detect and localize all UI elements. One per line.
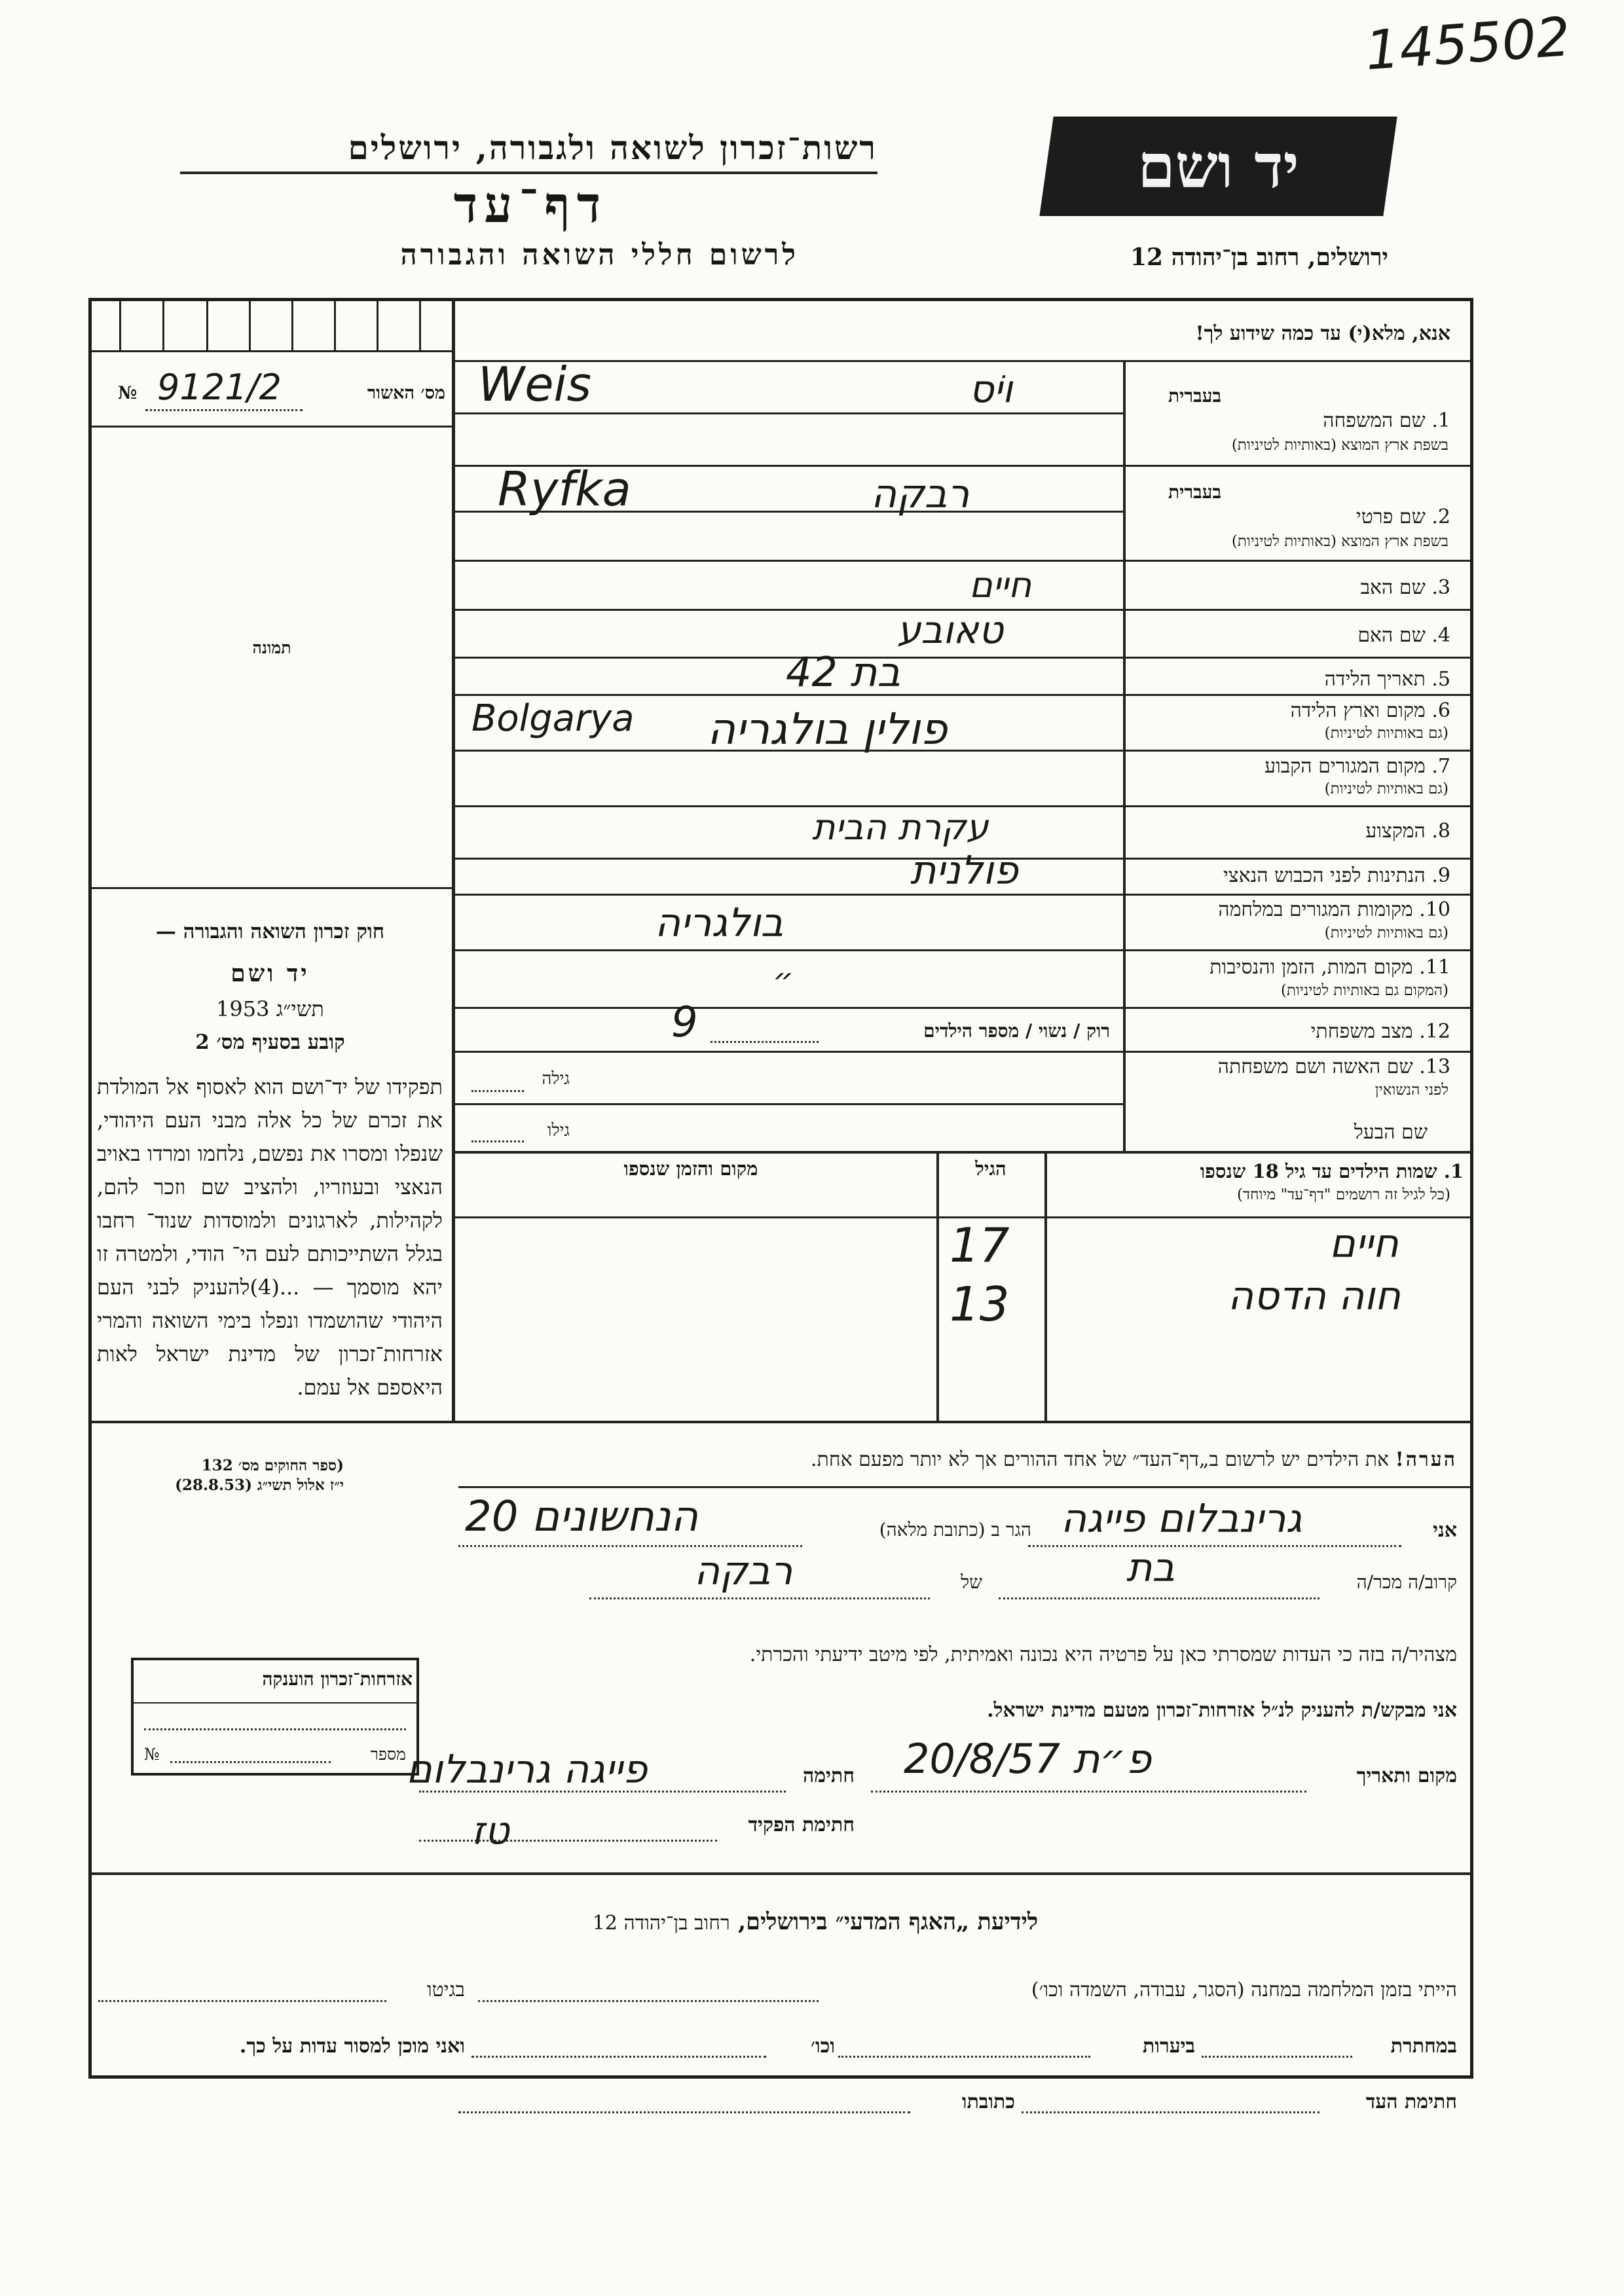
declarant-relation[interactable]: בת	[1126, 1545, 1175, 1591]
field-6-num: 6.	[1431, 699, 1450, 722]
photo-label: תמונה	[252, 638, 291, 657]
field-2-value-he[interactable]: רבקה	[871, 471, 970, 517]
field-2-sub: בשפת ארץ המוצא (באותיות לטיניות)	[1231, 533, 1449, 550]
field-2-label	[1130, 505, 1450, 528]
field-10-name: מקומות המגורים במלחמה	[1218, 898, 1413, 921]
field-6-value[interactable]: פולין בולגריה	[707, 704, 948, 754]
field-12-name: מצב משפחתי	[1310, 1020, 1413, 1043]
field-8-label	[1130, 820, 1450, 843]
declarant-signature[interactable]: פייגה גרינבלום	[406, 1747, 648, 1793]
field-3-num: 3.	[1431, 576, 1450, 599]
footer-line1-b: בגיטו	[426, 1978, 465, 2001]
clerk-signature-label: חתימת הפקיד	[748, 1813, 855, 1836]
declarant-name[interactable]: גרינבלום פייגה	[1061, 1496, 1302, 1542]
declarant-address[interactable]: הנחשונים 20	[465, 1493, 699, 1541]
form-subtitle: לרשום חללי השואה והגבורה	[400, 238, 799, 272]
field-3-name: שם האב	[1360, 576, 1426, 599]
stamp-box-number-no: №	[144, 1745, 160, 1764]
field-8-num: 8.	[1431, 820, 1450, 843]
footer-heading-text: לידיעת „האגף המדעי״ בירושלים,	[737, 1908, 1039, 1935]
place-date-value[interactable]: פ״ת 20/8/57	[904, 1735, 1152, 1783]
field-5-value[interactable]: בת 42	[786, 648, 901, 696]
law-text: תפקידו של יד־ושם הוא לאסוף אל המולדת את זכרם של כל אלה מבני העם היהודי, שנפלו ומסרו את נפשם, נלחמו ומרדו באויב הנאצי ובעוזריו, ולהציב שם וזכר להם, לקהילות, לארגונים ולמוסדות שנוד־ רחבו בגלל השתייכותם לעם הי־ הודי, ולמטרה זו יהא מוסמך — ...(4)להעניק לבני העם היהודי שהושמדו ונפלו בימי השואה והמרי אזרחות־זכרון של מדינת ישראל לאות היאספם אל עמם.	[97, 1074, 443, 1400]
field-5-label	[1130, 668, 1450, 691]
field-6-value-latin[interactable]: Bolgarya	[471, 697, 635, 740]
footer-heading-address: רחוב בן־יהודה 12	[592, 1912, 730, 1935]
children-subtitle: (כל לגיל זה רושמים "דף־עד" מיוחד)	[1236, 1186, 1450, 1203]
child-1-age[interactable]: 17	[950, 1218, 1010, 1273]
note-label: הערה!	[1395, 1448, 1457, 1471]
field-1-num: 1.	[1431, 409, 1450, 432]
note-text	[458, 1448, 1457, 1471]
field-9-label	[1130, 864, 1450, 887]
field-3-value[interactable]: חיים	[969, 564, 1032, 606]
field-2-value-latin[interactable]: Ryfka	[498, 462, 631, 517]
note-body: את הילדים יש לרשום ב„דף־העד״ של אחד ההורים אך לא יותר מפעם אחת.	[811, 1448, 1390, 1471]
field-1-value-he[interactable]: וֹיס	[969, 367, 1013, 411]
field-4-num: 4.	[1431, 624, 1450, 647]
label-divider	[1123, 362, 1126, 1151]
field-11-label	[1130, 956, 1450, 979]
request-text: אני מבקש/ת להעניק לנ״ל אזרחות־זכרון מטעם מדינת ישראל.	[987, 1699, 1457, 1722]
field-3-label	[1130, 576, 1450, 599]
declaration-text: מצהיר/ה בזה כי העדות שמסרתי כאן על פרטיה היא נכונה ואמיתית, לפי מיטב ידיעתי והכרתי.	[749, 1643, 1457, 1666]
field-6-label	[1130, 699, 1450, 722]
field-13-sub: לפני הנשואין	[1375, 1082, 1449, 1099]
field-7-num: 7.	[1431, 755, 1450, 778]
field-4-label	[1130, 624, 1450, 647]
field-2-name: שם פרטי	[1356, 505, 1426, 528]
stamp-box-title: אזרחות־זכרון הוענקה	[262, 1668, 413, 1690]
declarant-of-label: של	[961, 1571, 982, 1593]
field-10-value[interactable]: בולגריה	[655, 900, 784, 946]
archive-number: 145502	[1363, 6, 1572, 82]
law-ref-1: (ספר החוקים מס׳ 132	[201, 1457, 344, 1474]
declarant-of-value[interactable]: רבקה	[694, 1548, 793, 1594]
field-13-label	[1130, 1055, 1450, 1078]
field-1-hebrew-label: בעברית	[1168, 385, 1221, 407]
law-clause: קובע בסעיף מס׳ 2	[195, 1030, 345, 1054]
header-address: ירושלים, רחוב בן־יהודה 12	[1130, 244, 1388, 271]
field-12-label	[1130, 1020, 1450, 1043]
field-9-name: הנתינות לפני הכבוש הנאצי	[1223, 864, 1426, 887]
child-2-age[interactable]: 13	[950, 1277, 1010, 1332]
child-2-name[interactable]: חוה הדסה	[1228, 1273, 1401, 1319]
field-1-value-latin[interactable]: Weis	[478, 357, 592, 412]
law-name: יד ושם	[231, 960, 310, 987]
footer-line2-a: במחתרת	[1390, 2035, 1457, 2058]
field-2-num: 2.	[1431, 505, 1450, 528]
law-ref-2: י״ז אלול תשי״ג (28.8.53)	[175, 1476, 344, 1494]
signature-label: חתימה	[803, 1764, 855, 1787]
footer-line3-a: חתימת העד	[1365, 2090, 1457, 2113]
field-4-value[interactable]: טאובע	[897, 608, 1004, 652]
child-1-name[interactable]: חיים	[1329, 1221, 1399, 1267]
cert-number-no: №	[118, 383, 138, 403]
footer-heading	[445, 1908, 1185, 1935]
field-7-sub: (גם באותיות לטיניות)	[1324, 780, 1449, 797]
field-12-num: 12.	[1419, 1020, 1450, 1043]
declarant-ani: אני	[1433, 1519, 1457, 1542]
field-10-num: 10.	[1419, 898, 1450, 921]
declarant-resides-label: הגר ב (כתובת מלאה)	[879, 1519, 1031, 1540]
field-1-name: שם המשפחה	[1323, 409, 1426, 432]
husband-label: שם הבעל	[1354, 1121, 1428, 1144]
declarant-relation-label: קרוב/ה מכר/ה	[1356, 1571, 1457, 1593]
footer-line2-b: ביערות	[1142, 2035, 1195, 2058]
place-date-label: מקום ותאריך	[1356, 1764, 1457, 1787]
field-7-name: מקום המגורים הקבוע	[1264, 755, 1426, 778]
field-12-options: רוק / נשוי / מספר הילדים	[923, 1020, 1110, 1042]
field-5-name: תאריך הלידה	[1324, 668, 1426, 691]
field-11-sub: (המקום גם באותיות לטיניות)	[1280, 982, 1449, 999]
footer-line3-b: כתובתו	[961, 2090, 1015, 2113]
field-8-name: המקצוע	[1365, 820, 1426, 843]
children-title: 1. שמות הילדים עד גיל 18 שנספו	[1200, 1160, 1464, 1182]
field-7-label	[1130, 755, 1450, 778]
field-10-label	[1130, 898, 1450, 921]
logo-text: יד ושם	[1137, 131, 1299, 202]
footer-line2-d: ואני מוכן למסור עדות על כך.	[239, 2035, 465, 2058]
children-place-header: מקום והזמן שנספו	[623, 1157, 758, 1180]
field-12-value[interactable]: 9	[671, 998, 698, 1047]
intro-instruction: אנא, מלא(י) עד כמה שידוע לך!	[1195, 322, 1450, 345]
field-11-num: 11.	[1419, 956, 1450, 979]
field-9-value[interactable]: פולנית	[910, 848, 1018, 894]
field-13-name: שם האשה ושם משפחתה	[1217, 1055, 1413, 1078]
husband-age-label: גילו	[547, 1121, 570, 1140]
field-6-name: מקום וארץ הלידה	[1290, 699, 1426, 722]
field-2-hebrew-label: בעברית	[1168, 481, 1221, 503]
field-11-name: מקום המות, הזמן והנסיבות	[1209, 956, 1413, 979]
field-13-num: 13.	[1419, 1055, 1450, 1078]
cert-number-label: מס׳ האשור	[367, 383, 445, 403]
cert-number-value: 9121/2	[157, 367, 282, 408]
photo-area	[92, 428, 452, 886]
field-1-sub: בשפת ארץ המוצא (באותיות לטיניות)	[1231, 437, 1449, 454]
law-title: חוק זכרון השואה והגבורה —	[155, 920, 385, 943]
field-9-num: 9.	[1431, 864, 1450, 887]
field-10-sub: (גם באותיות לטיניות)	[1324, 924, 1449, 941]
footer-line2-c: וכו׳	[811, 2035, 835, 2058]
yad-vashem-logo	[1039, 117, 1397, 216]
form-title: דף־עד	[453, 175, 608, 234]
field-8-value[interactable]: עקרת הבית	[812, 807, 989, 848]
field-1-label	[1130, 409, 1450, 432]
children-age-header: הגיל	[975, 1157, 1006, 1180]
field-13-age-label: גילה	[542, 1069, 570, 1089]
field-5-num: 5.	[1431, 668, 1450, 691]
org-name: רשות־זכרון לשואה ולגבורה, ירושלים	[348, 128, 877, 167]
field-11-value[interactable]: ״	[773, 961, 794, 999]
law-year: תשי״ג 1953	[216, 996, 324, 1021]
field-6-sub: (גם באותיות לטיניות)	[1324, 725, 1449, 742]
footer-line1-a: הייתי בזמן המלחמה במחנה (הסגר, עבודה, השמדה וכו׳)	[1031, 1978, 1457, 2001]
stamp-box-number-label: מספר	[370, 1745, 406, 1764]
clerk-signature[interactable]: טז	[471, 1808, 509, 1853]
field-4-name: שם האם	[1357, 624, 1426, 647]
